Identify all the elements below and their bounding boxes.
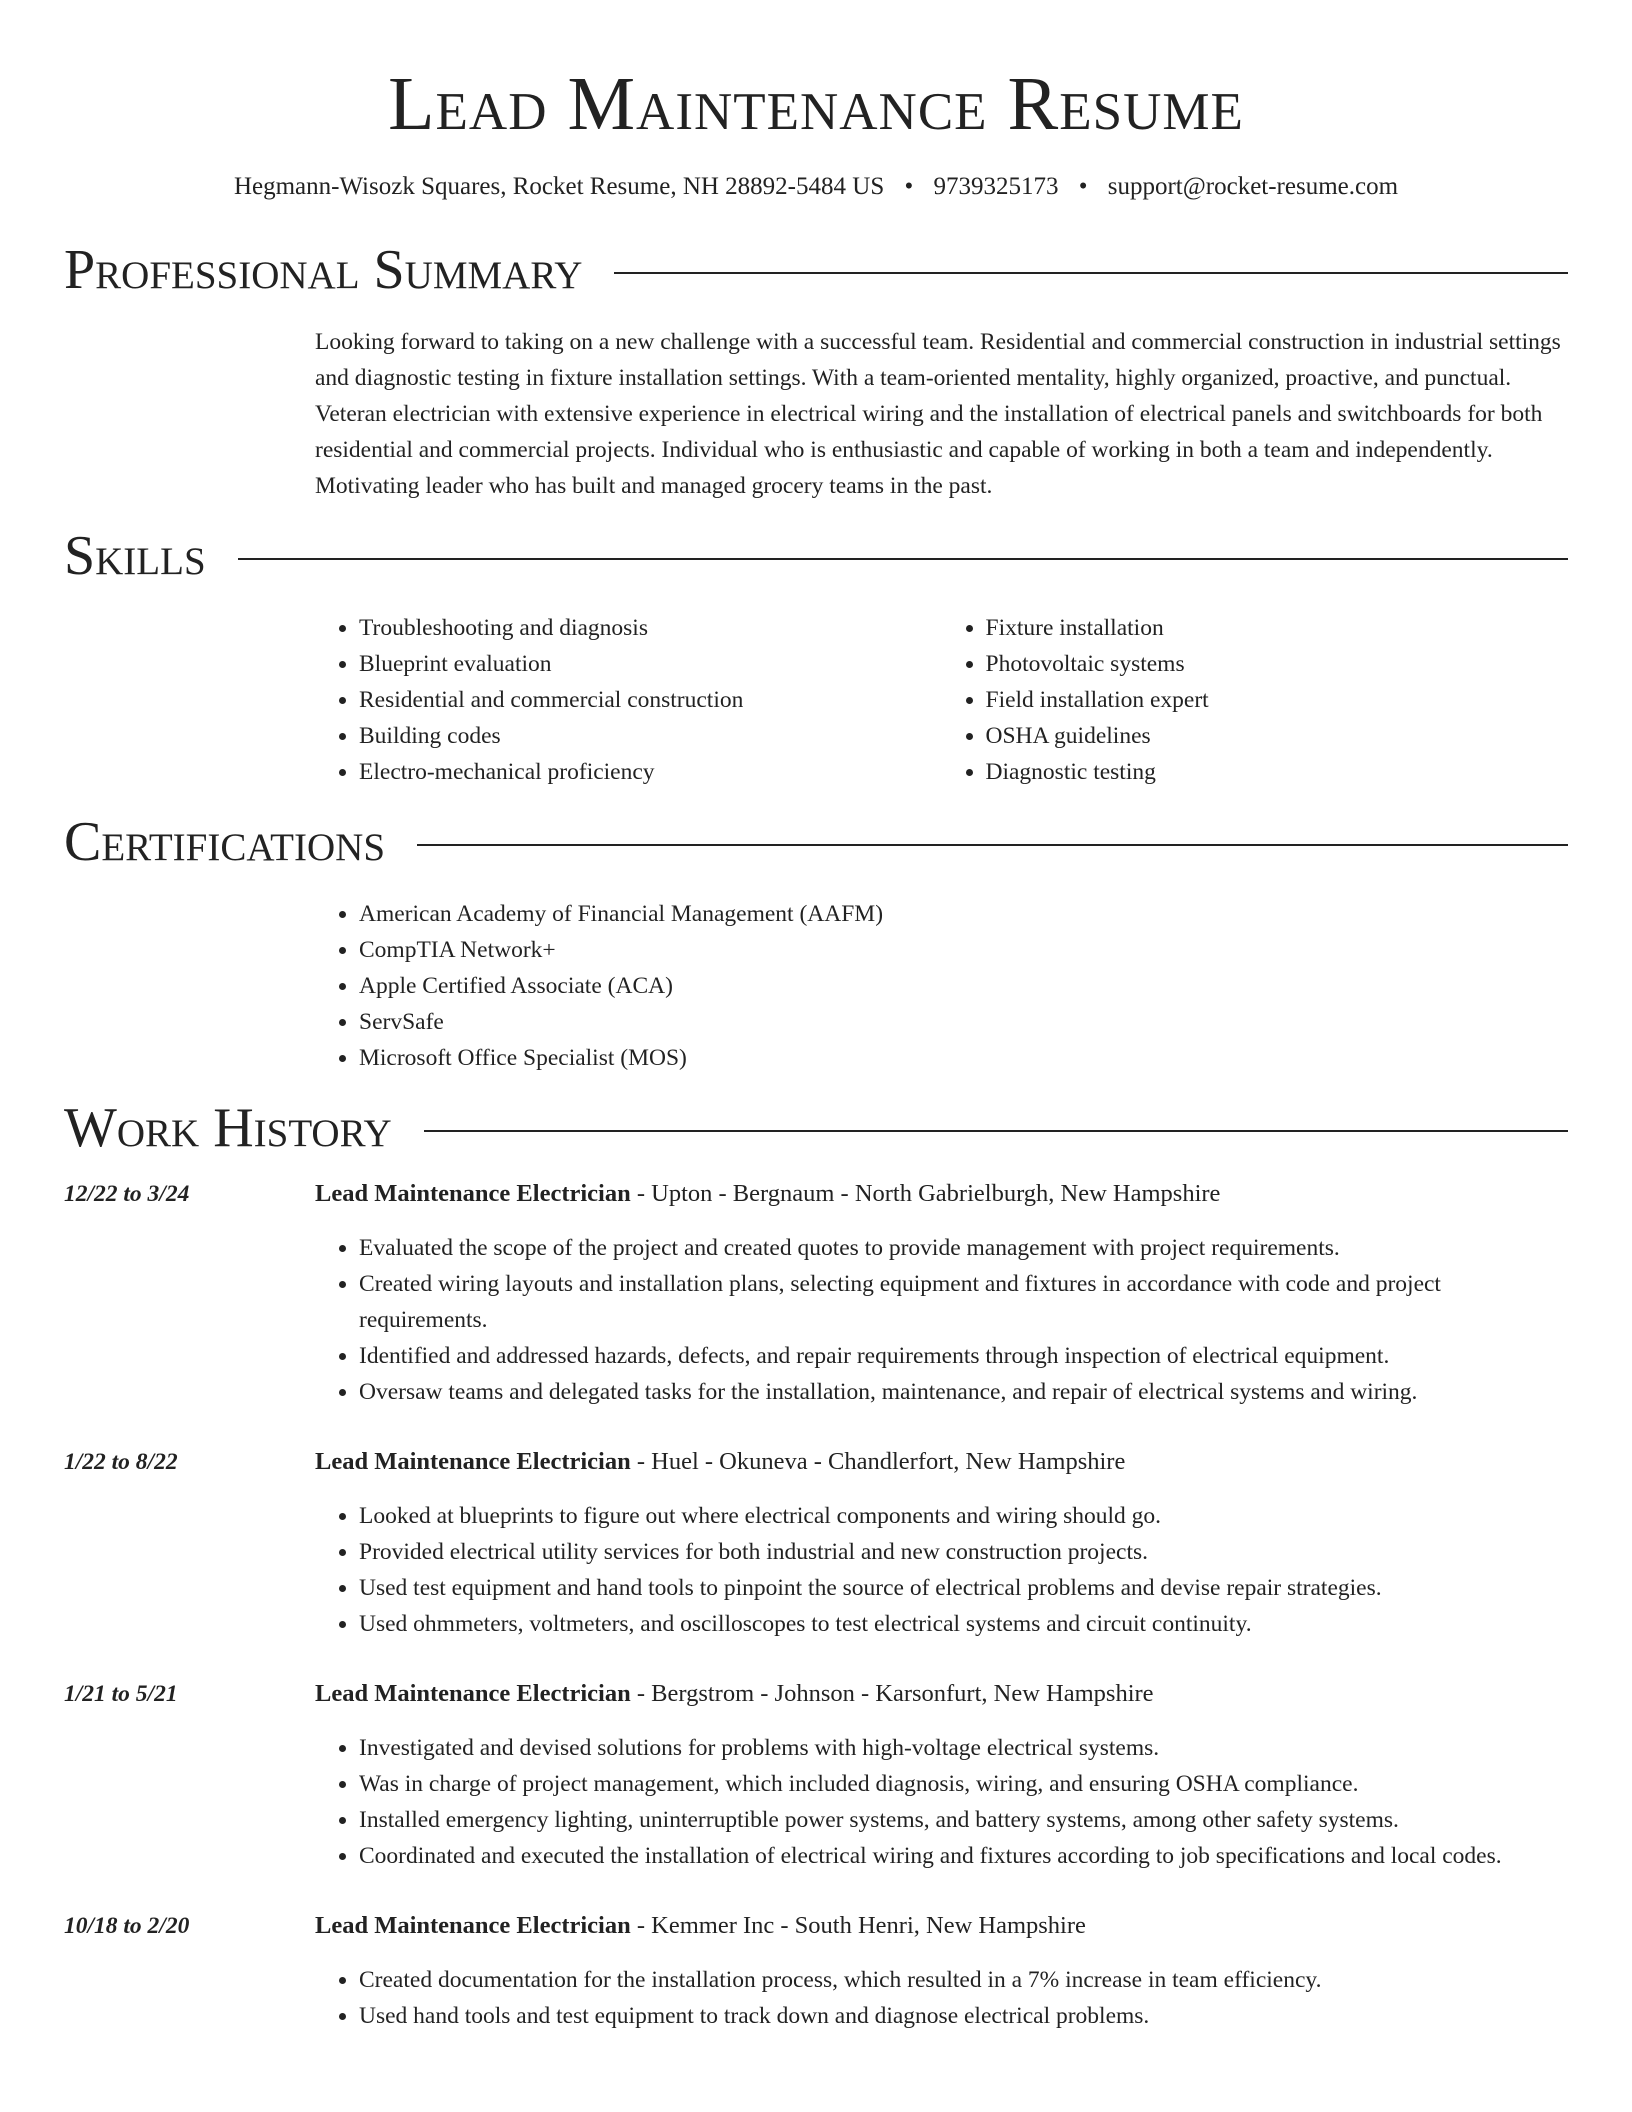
job-title: Lead Maintenance Electrician bbox=[315, 1180, 631, 1207]
skill-item: • OSHA guidelines bbox=[986, 718, 1569, 754]
job-bullet: • Provided electrical utility services for both industrial and new construction projects. bbox=[359, 1534, 1568, 1570]
section-divider bbox=[238, 558, 1568, 560]
certifications-list bbox=[315, 896, 1568, 1076]
section-divider bbox=[614, 272, 1568, 274]
certification-item: • Microsoft Office Specialist (MOS) bbox=[359, 1040, 1568, 1076]
contact-separator: • bbox=[904, 173, 914, 200]
job-bullet: • Investigated and devised solutions for problems with high-voltage electrical systems. bbox=[359, 1730, 1568, 1766]
skill-item: • Diagnostic testing bbox=[986, 754, 1569, 790]
certification-item: • CompTIA Network+ bbox=[359, 932, 1568, 968]
job-dates: 1/22 to 8/22 bbox=[64, 1449, 178, 1475]
job-bullet: • Used test equipment and hand tools to pinpoint the source of electrical problems and devise repair strategies. bbox=[359, 1570, 1568, 1606]
certification-item: • ServSafe bbox=[359, 1004, 1568, 1040]
job-bullet: • Oversaw teams and delegated tasks for the installation, maintenance, and repair of electrical systems and wiring. bbox=[359, 1374, 1568, 1410]
job-title: Lead Maintenance Electrician bbox=[315, 1912, 631, 1939]
skill-item: • Residential and commercial construction bbox=[359, 682, 942, 718]
job-bullets bbox=[315, 1730, 1568, 1874]
job-bullets bbox=[315, 1498, 1568, 1642]
summary-body bbox=[315, 324, 1568, 504]
job-dates: 12/22 to 3/24 bbox=[64, 1181, 190, 1207]
job-bullet: • Installed emergency lighting, uninterruptible power systems, and battery systems, among other safety systems. bbox=[359, 1802, 1568, 1838]
job-title-line bbox=[315, 1676, 1154, 1712]
job-dates: 1/21 to 5/21 bbox=[64, 1681, 178, 1707]
job-entry bbox=[64, 1176, 1568, 1410]
job-bullet: • Evaluated the scope of the project and created quotes to provide management with project requirements. bbox=[359, 1230, 1568, 1266]
job-title-line bbox=[315, 1444, 1125, 1480]
job-bullet: • Used ohmmeters, voltmeters, and oscilloscopes to test electrical systems and circuit continuity. bbox=[359, 1606, 1568, 1642]
certifications-heading-row bbox=[64, 810, 1568, 874]
work-history-heading-row bbox=[64, 1096, 1568, 1160]
job-bullet: • Identified and addressed hazards, defects, and repair requirements through inspection of electrical equipment. bbox=[359, 1338, 1568, 1374]
certifications-section bbox=[0, 810, 1632, 1076]
skill-item: • Blueprint evaluation bbox=[359, 646, 942, 682]
work-history-section bbox=[0, 1096, 1632, 2034]
contact-separator: • bbox=[1078, 173, 1088, 200]
job-entry bbox=[64, 1908, 1568, 2034]
summary-heading-row bbox=[64, 238, 1568, 302]
job-title-line bbox=[315, 1176, 1220, 1212]
contact-address: Hegmann-Wisozk Squares, Rocket Resume, NH 28892-5484 US bbox=[233, 173, 885, 200]
skill-item: • Field installation expert bbox=[986, 682, 1569, 718]
skill-item: • Electro-mechanical proficiency bbox=[359, 754, 942, 790]
job-header bbox=[64, 1444, 1568, 1480]
job-header bbox=[64, 1676, 1568, 1712]
skill-item: • Photovoltaic systems bbox=[986, 646, 1569, 682]
job-dates: 10/18 to 2/20 bbox=[64, 1913, 190, 1939]
job-employer-location: - Upton - Bergnaum - North Gabrielburgh, New Hampshire bbox=[630, 1180, 1221, 1207]
job-bullet: • Created documentation for the installation process, which resulted in a 7% increase in team efficiency. bbox=[359, 1962, 1568, 1998]
job-entry bbox=[64, 1676, 1568, 1874]
summary-heading: Professional Summary bbox=[64, 239, 583, 301]
certifications-body bbox=[315, 896, 1568, 1076]
skills-column-right bbox=[942, 610, 1569, 790]
job-bullet: • Used hand tools and test equipment to track down and diagnose electrical problems. bbox=[359, 1998, 1568, 2034]
job-title: Lead Maintenance Electrician bbox=[315, 1680, 631, 1707]
skill-item: • Fixture installation bbox=[986, 610, 1569, 646]
certification-item: • Apple Certified Associate (ACA) bbox=[359, 968, 1568, 1004]
work-history-heading: Work History bbox=[64, 1097, 392, 1159]
contact-line bbox=[0, 170, 1632, 204]
job-bullet: • Coordinated and executed the installation of electrical wiring and fixtures according to job specifications and local codes. bbox=[359, 1838, 1568, 1874]
contact-email: support@rocket-resume.com bbox=[1107, 173, 1399, 200]
job-header bbox=[64, 1908, 1568, 1944]
job-employer-location: - Huel - Okuneva - Chandlerfort, New Hampshire bbox=[630, 1448, 1126, 1475]
job-header bbox=[64, 1176, 1568, 1212]
skill-item: • Building codes bbox=[359, 718, 942, 754]
job-entry bbox=[64, 1444, 1568, 1642]
certification-item: • American Academy of Financial Management (AAFM) bbox=[359, 896, 1568, 932]
job-employer-location: - Bergstrom - Johnson - Karsonfurt, New Hampshire bbox=[630, 1680, 1154, 1707]
skills-list bbox=[315, 610, 1568, 790]
job-bullet: • Was in charge of project management, which included diagnosis, wiring, and ensuring OSHA compliance. bbox=[359, 1766, 1568, 1802]
summary-text: Looking forward to taking on a new challenge with a successful team. Residential and commercial construction in industrial settings and diagnostic testing in fixture installation settings. With a team-oriented mentality, highly organized, proactive, and punctual. Veteran electrician with extensive experience in electrical wiring and the installation of electrical panels and switchboards for both residential and commercial projects. Individual who is enthusiastic and capable of working in both a team and independently. Motivating leader who has built and managed grocery teams in the past. bbox=[315, 329, 1561, 499]
job-bullet: • Created wiring layouts and installation plans, selecting equipment and fixtures in accordance with code and project requirements. bbox=[359, 1266, 1568, 1338]
skills-section bbox=[0, 524, 1632, 790]
skills-column-left bbox=[315, 610, 942, 790]
contact-phone: 9739325173 bbox=[933, 173, 1059, 200]
job-bullet: • Looked at blueprints to figure out where electrical components and wiring should go. bbox=[359, 1498, 1568, 1534]
section-divider bbox=[417, 844, 1568, 846]
job-employer-location: - Kemmer Inc - South Henri, New Hampshire bbox=[630, 1912, 1086, 1939]
skills-heading: Skills bbox=[64, 525, 206, 587]
job-title-line bbox=[315, 1908, 1086, 1944]
job-bullets bbox=[315, 1230, 1568, 1410]
section-divider bbox=[424, 1130, 1568, 1132]
certifications-heading: Certifications bbox=[64, 811, 386, 873]
resume-header bbox=[0, 0, 1632, 204]
skills-heading-row bbox=[64, 524, 1568, 588]
summary-section bbox=[0, 238, 1632, 504]
job-title: Lead Maintenance Electrician bbox=[315, 1448, 631, 1475]
skill-item: • Troubleshooting and diagnosis bbox=[359, 610, 942, 646]
resume-name: Lead Maintenance Resume bbox=[388, 62, 1244, 146]
job-bullets bbox=[315, 1962, 1568, 2034]
